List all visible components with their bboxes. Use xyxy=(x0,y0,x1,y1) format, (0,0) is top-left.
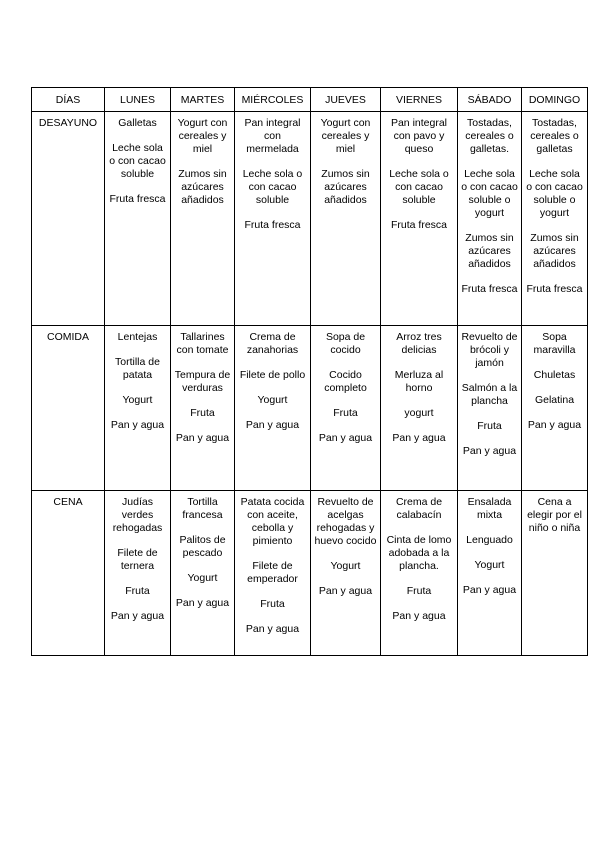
menu-dish: Yogurt con cereales y miel xyxy=(177,117,228,155)
menu-dish: Ensalada mixta xyxy=(467,496,512,521)
menu-cell xyxy=(171,491,235,656)
menu-dish: Cena a elegir por el niño o niña xyxy=(527,496,582,534)
menu-dish: Sopa maravilla xyxy=(533,331,576,356)
menu-dish: Leche sola o con cacao soluble o yogurt xyxy=(461,168,518,219)
menu-dish: Pan integral con mermelada xyxy=(244,117,301,155)
menu-dish: Lenguado xyxy=(466,534,513,546)
menu-dish: Fruta fresca xyxy=(461,283,518,295)
menu-dish: Tempura de verduras xyxy=(174,369,231,394)
menu-dish: Crema de calabacín xyxy=(395,496,443,521)
header-cell-martes: MARTES xyxy=(171,88,235,112)
menu-dish: Yogurt con cereales y miel xyxy=(320,117,371,155)
menu-dish: Pan y agua xyxy=(110,419,165,431)
menu-dish: Judías verdes rehogadas xyxy=(112,496,163,534)
menu-dish: Crema de zanahorias xyxy=(246,331,299,356)
menu-dish: Leche sola o con cacao soluble xyxy=(109,142,166,180)
menu-dish: Fruta fresca xyxy=(390,219,448,231)
header-row xyxy=(32,88,588,112)
menu-dish: Patata cocida con aceite, cebolla y pimiento xyxy=(240,496,305,547)
menu-dish: Zumos sin azúcares añadidos xyxy=(465,232,514,270)
menu-cell xyxy=(171,326,235,491)
menu-cell xyxy=(458,326,522,491)
menu-cell xyxy=(235,112,311,326)
menu-dish: Leche sola o con cacao soluble o yogurt xyxy=(526,168,583,219)
menu-dish: Pan y agua xyxy=(462,584,517,596)
menu-dish: Tortilla de patata xyxy=(115,356,160,381)
header-cell-domingo: DOMINGO xyxy=(522,88,588,112)
menu-dish: Fruta xyxy=(477,420,502,432)
menu-cell xyxy=(171,112,235,326)
menu-dish: Pan y agua xyxy=(245,419,300,431)
header-cell-viernes: VIERNES xyxy=(381,88,458,112)
menu-dish: Zumos sin azúcares añadidos xyxy=(321,168,370,206)
menu-dish: Lentejas xyxy=(117,331,158,343)
menu-dish: Pan y agua xyxy=(392,610,446,622)
header-cell-miercoles: MIÉRCOLES xyxy=(235,88,311,112)
menu-dish: Fruta fresca xyxy=(109,193,166,205)
menu-cell xyxy=(105,112,171,326)
meal-label-desayuno: DESAYUNO xyxy=(32,112,105,326)
menu-dish: Filete de ternera xyxy=(117,547,158,572)
menu-cell xyxy=(105,491,171,656)
menu-dish: Pan y agua xyxy=(462,445,517,457)
menu-cell xyxy=(458,112,522,326)
menu-dish: Tallarines con tomate xyxy=(176,331,229,356)
menu-dish: Zumos sin azúcares añadidos xyxy=(178,168,227,206)
menu-dish: Merluza al horno xyxy=(394,369,444,394)
menu-dish: Fruta xyxy=(333,407,358,419)
menu-dish: yogurt xyxy=(404,407,434,419)
menu-cell xyxy=(311,112,381,326)
menu-dish: Fruta xyxy=(260,598,285,610)
menu-dish: Galletas xyxy=(118,117,157,129)
menu-dish: Leche sola o con cacao soluble xyxy=(389,168,449,206)
meal-row-desayuno xyxy=(32,112,588,326)
menu-body xyxy=(32,112,588,656)
menu-dish: Fruta xyxy=(125,585,150,597)
menu-cell xyxy=(235,326,311,491)
header-cell-lunes: LUNES xyxy=(105,88,171,112)
menu-dish: Fruta xyxy=(406,585,432,597)
menu-dish: Chuletas xyxy=(533,369,576,381)
menu-dish: Pan y agua xyxy=(527,419,582,431)
menu-dish: Fruta xyxy=(190,407,215,419)
menu-dish: Palitos de pescado xyxy=(179,534,226,559)
menu-dish: Yogurt xyxy=(122,394,153,406)
menu-dish: Pan y agua xyxy=(318,432,373,444)
menu-dish: Yogurt xyxy=(330,560,361,572)
meal-row-comida xyxy=(32,326,588,491)
menu-dish: Leche sola o con cacao soluble xyxy=(242,168,303,206)
meal-label-cena: CENA xyxy=(32,491,105,656)
menu-dish: Salmón a la plancha xyxy=(461,382,518,407)
menu-dish: Pan integral con pavo y queso xyxy=(390,117,448,155)
menu-cell xyxy=(458,491,522,656)
meal-row-cena xyxy=(32,491,588,656)
menu-cell xyxy=(381,326,458,491)
menu-dish: Pan y agua xyxy=(318,585,373,597)
menu-dish: Revuelto de acelgas rehogadas y huevo cocido xyxy=(314,496,377,547)
menu-dish: Pan y agua xyxy=(110,610,165,622)
menu-dish: Filete de pollo xyxy=(239,369,306,381)
menu-cell xyxy=(522,491,588,656)
menu-cell xyxy=(311,491,381,656)
menu-dish: Pan y agua xyxy=(175,432,230,444)
header-cell-jueves: JUEVES xyxy=(311,88,381,112)
menu-dish: Pan y agua xyxy=(245,623,300,635)
weekly-menu-table xyxy=(31,87,588,656)
menu-cell xyxy=(381,112,458,326)
menu-dish: Pan y agua xyxy=(175,597,230,609)
menu-dish: Tortilla francesa xyxy=(182,496,223,521)
menu-dish: Arroz tres delicias xyxy=(396,331,442,356)
meal-label-comida: COMIDA xyxy=(32,326,105,491)
menu-dish: Sopa de cocido xyxy=(325,331,366,356)
header-cell-dias: DÍAS xyxy=(32,88,105,112)
menu-cell xyxy=(522,326,588,491)
menu-dish: Filete de emperador xyxy=(247,560,298,585)
menu-dish: Fruta fresca xyxy=(526,283,583,295)
menu-cell xyxy=(311,326,381,491)
menu-cell xyxy=(235,491,311,656)
menu-cell xyxy=(105,326,171,491)
menu-dish: Zumos sin azúcares añadidos xyxy=(530,232,579,270)
menu-dish: Yogurt xyxy=(474,559,505,571)
menu-cell xyxy=(381,491,458,656)
menu-dish: Yogurt xyxy=(187,572,218,584)
menu-dish: Pan y agua xyxy=(392,432,446,444)
menu-dish: Cinta de lomo adobada a la plancha. xyxy=(386,534,452,572)
menu-dish: Tostadas, cereales o galletas xyxy=(530,117,579,155)
menu-cell xyxy=(522,112,588,326)
menu-dish: Yogurt xyxy=(257,394,288,406)
menu-dish: Fruta fresca xyxy=(244,219,301,231)
menu-dish: Tostadas, cereales o galletas. xyxy=(465,117,514,155)
menu-dish: Cocido completo xyxy=(324,369,367,394)
header-cell-sabado: SÁBADO xyxy=(458,88,522,112)
menu-dish: Gelatina xyxy=(534,394,575,406)
menu-dish: Revuelto de brócoli y jamón xyxy=(461,331,518,369)
